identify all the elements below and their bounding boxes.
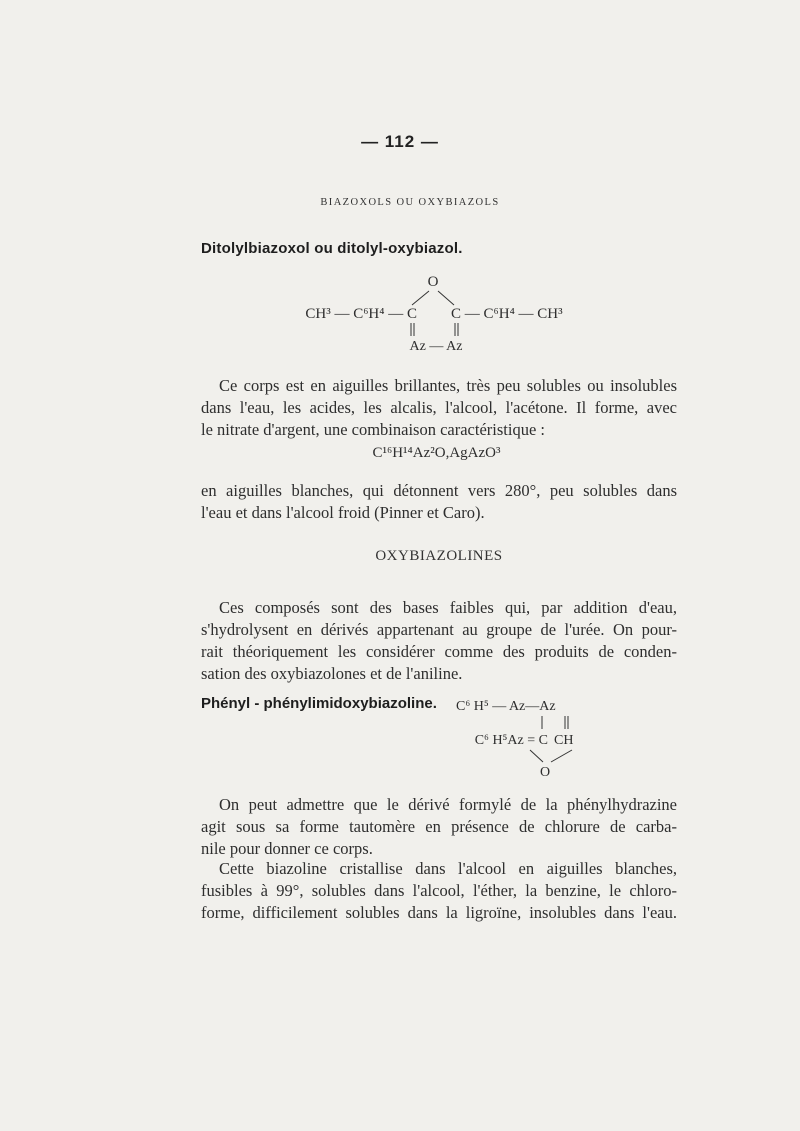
- text-line: en aiguilles blanches, qui détonnent vers 280°, peu solubles dans: [201, 481, 677, 500]
- text-line: rait théoriquement les considérer comme des produits de conden-: [201, 642, 677, 661]
- text-line: agit sous sa forme tautomère en présence de chlorure de carba-: [201, 817, 677, 836]
- text-line: dans l'eau, les acides, les alcalis, l'alcool, l'acétone. Il forme, avec: [201, 398, 677, 417]
- section-title: OXYBIAZOLINES: [375, 548, 503, 564]
- formula3-middle-left: C⁶ H⁵Az = C: [474, 733, 548, 748]
- text-line: Ce corps est en aiguilles brillantes, très peu solubles ou insolubles: [219, 376, 677, 395]
- text-line: l'eau et dans l'alcool froid (Pinner et Caro).: [201, 503, 485, 522]
- text-line: Ces composés sont des bases faibles qui, par addition d'eau,: [219, 598, 677, 617]
- formula1-bottom: Az — Az: [409, 339, 463, 354]
- paragraph-crystallisation: [201, 858, 677, 924]
- paragraph-oxybiazolines: [201, 597, 677, 685]
- compound-heading-phenyl: Phényl - phénylimidoxybiazoline.: [201, 695, 437, 712]
- text-line: fusibles à 99°, solubles dans l'alcool, l'éther, la benzine, le chloro-: [201, 881, 677, 900]
- page-number: — 112 —: [361, 132, 439, 151]
- text-line: On peut admettre que le dérivé formylé de la phénylhydrazine: [219, 795, 677, 814]
- paragraph-description: [201, 375, 677, 441]
- text-line: le nitrate d'argent, une combinaison caractéristique :: [201, 420, 545, 439]
- compound-heading-ditolylbiazoxol: Ditolylbiazoxol ou ditolyl-oxybiazol.: [201, 240, 463, 257]
- text-line: forme, difficilement solubles dans la ligroïne, insolubles dans l'eau.: [201, 903, 677, 922]
- paragraph-formyl: [201, 794, 677, 860]
- text-line: nile pour donner ce corps.: [201, 839, 373, 858]
- formula1-right-group: C — C⁶H⁴ — CH³: [451, 306, 563, 322]
- running-head: BIAZOXOLS OU OXYBIAZOLS: [320, 197, 500, 208]
- formula1-oxygen: O: [427, 274, 439, 290]
- formula-silver-compound: C¹⁶H¹⁴Az²O,AgAzO³: [372, 445, 501, 461]
- formula3-middle-right: CH: [554, 733, 574, 748]
- formula3-oxygen: O: [539, 765, 551, 780]
- text-line: Cette biazoline cristallise dans l'alcool en aiguilles blanches,: [219, 859, 677, 878]
- text-line: sation des oxybiazolones et de l'aniline.: [201, 664, 463, 683]
- text-line: s'hydrolysent en dérivés appartenant au groupe de l'urée. On pour-: [201, 620, 677, 639]
- formula3-top: C⁶ H⁵ — Az—Az: [456, 699, 556, 714]
- formula1-left-group: CH³ — C⁶H⁴ — C: [305, 306, 417, 322]
- paragraph-properties: [201, 480, 677, 524]
